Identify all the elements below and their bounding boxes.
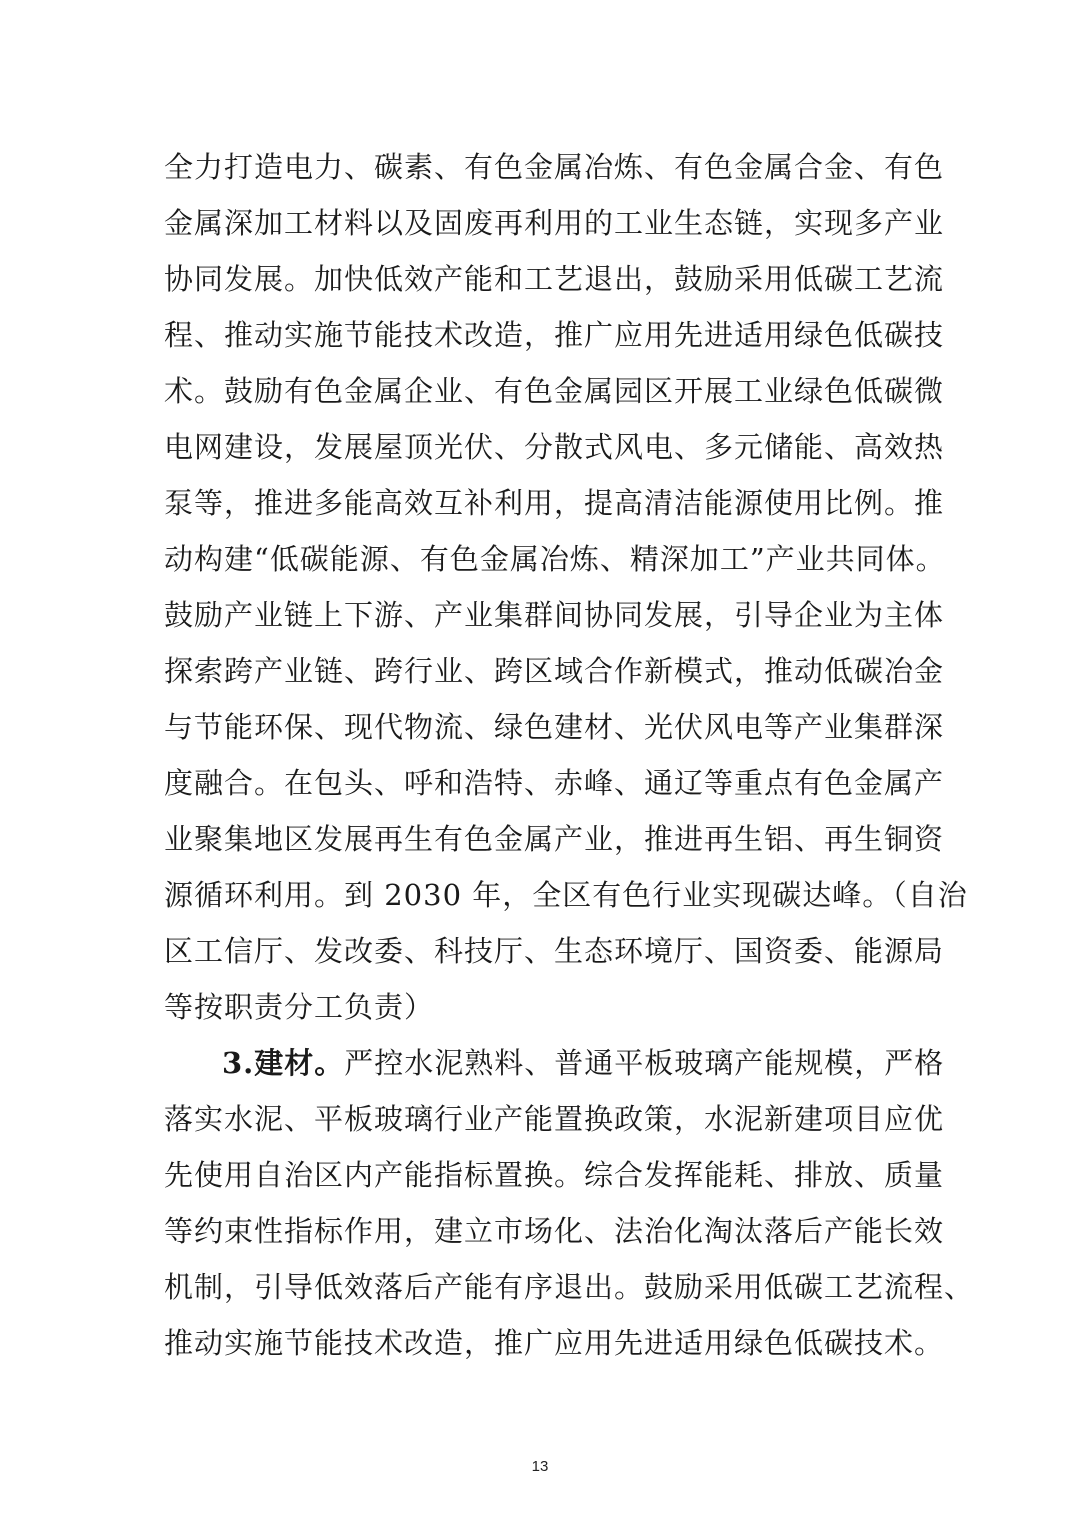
body-line: 度融合。在包头、呼和浩特、赤峰、通辽等重点有色金属产 bbox=[164, 766, 945, 800]
body-line: 全力打造电力、碳素、有色金属冶炼、有色金属合金、有色 bbox=[164, 150, 945, 184]
page-number: 13 bbox=[531, 1458, 549, 1475]
body-line: 协同发展。加快低效产能和工艺退出，鼓励采用低碳工艺流 bbox=[164, 262, 945, 296]
section-3-first-line bbox=[164, 1035, 945, 1091]
body-line: 泵等，推进多能高效互补利用，提高清洁能源使用比例。推 bbox=[164, 486, 945, 520]
body-line: 术。鼓励有色金属企业、有色金属园区开展工业绿色低碳微 bbox=[164, 374, 945, 408]
body-line: 金属深加工材料以及固废再利用的工业生态链，实现多产业 bbox=[164, 206, 945, 240]
body-line: 落实水泥、平板玻璃行业产能置换政策，水泥新建项目应优 bbox=[164, 1102, 945, 1136]
section-3-text: 严控水泥熟料、普通平板玻璃产能规模，严格 bbox=[344, 1046, 945, 1080]
body-line: 与节能环保、现代物流、绿色建材、光伏风电等产业集群深 bbox=[164, 710, 945, 744]
body-line: 先使用自治区内产能指标置换。综合发挥能耗、排放、质量 bbox=[164, 1158, 945, 1192]
body-line: 探索跨产业链、跨行业、跨区域合作新模式，推动低碳冶金 bbox=[164, 654, 945, 688]
body-line: 电网建设，发展屋顶光伏、分散式风电、多元储能、高效热 bbox=[164, 430, 945, 464]
body-line: 源循环利用。到 2030 年，全区有色行业实现碳达峰。（自治 bbox=[164, 878, 968, 912]
body-line: 区工信厅、发改委、科技厅、生态环境厅、国资委、能源局 bbox=[164, 934, 945, 968]
body-line: 推动实施节能技术改造，推广应用先进适用绿色低碳技术。 bbox=[164, 1326, 945, 1360]
body-line: 等按职责分工负责） bbox=[164, 990, 435, 1024]
body-line: 动构建“低碳能源、有色金属冶炼、精深加工”产业共同体。 bbox=[164, 542, 946, 576]
body-line: 机制，引导低效落后产能有序退出。鼓励采用低碳工艺流程、 bbox=[164, 1270, 975, 1304]
body-line: 鼓励产业链上下游、产业集群间协同发展，引导企业为主体 bbox=[164, 598, 945, 632]
body-line: 程、推动实施节能技术改造，推广应用先进适用绿色低碳技 bbox=[164, 318, 945, 352]
body-line: 业聚集地区发展再生有色金属产业，推进再生铝、再生铜资 bbox=[164, 822, 945, 856]
section-3-heading: 3.建材。 bbox=[222, 1046, 345, 1080]
body-line: 等约束性指标作用，建立市场化、法治化淘汰落后产能长效 bbox=[164, 1214, 945, 1248]
